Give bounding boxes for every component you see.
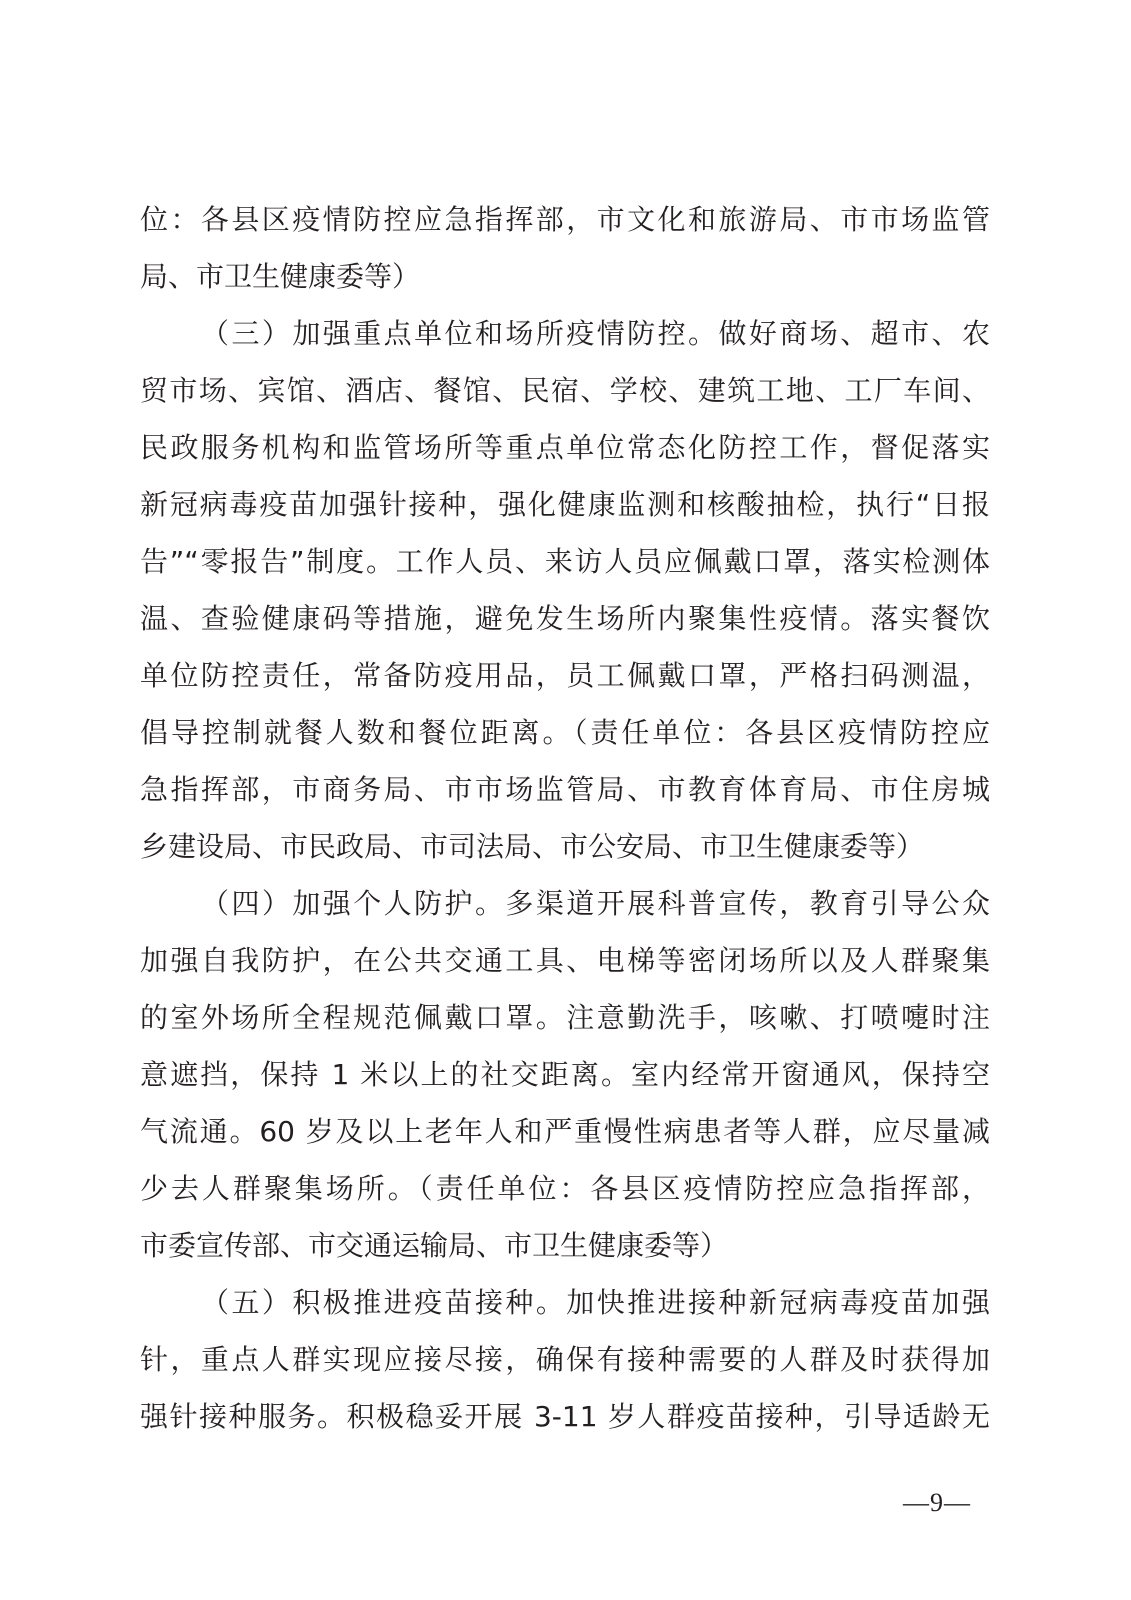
text-line: 温、查验健康码等措施，避免发生场所内聚集性疫情。落实餐饮 bbox=[140, 602, 990, 635]
text-line: 气流通。60 岁及以上老年人和严重慢性病患者等人群，应尽量减 bbox=[140, 1115, 990, 1148]
document-body bbox=[140, 191, 990, 1445]
text-line: 少去人群聚集场所。（责任单位：各县区疫情防控应急指挥部， bbox=[140, 1172, 990, 1205]
text-line: 意遮挡，保持 1 米以上的社交距离。室内经常开窗通风，保持空 bbox=[140, 1058, 990, 1091]
text-line: 位：各县区疫情防控应急指挥部，市文化和旅游局、市市场监管 bbox=[140, 203, 990, 236]
section-5-heading-line: （五）积极推进疫苗接种。加快推进接种新冠病毒疫苗加强 bbox=[201, 1286, 990, 1319]
text-line: 贸市场、宾馆、酒店、餐馆、民宿、学校、建筑工地、工厂车间、 bbox=[140, 374, 990, 407]
section-3-heading-line: （三）加强重点单位和场所疫情防控。做好商场、超市、农 bbox=[201, 317, 990, 350]
section-4-heading-line: （四）加强个人防护。多渠道开展科普宣传，教育引导公众 bbox=[201, 887, 990, 920]
text-line: 单位防控责任，常备防疫用品，员工佩戴口罩，严格扫码测温， bbox=[140, 659, 990, 692]
text-line: 倡导控制就餐人数和餐位距离。（责任单位：各县区疫情防控应 bbox=[140, 716, 990, 749]
text-line: 新冠病毒疫苗加强针接种，强化健康监测和核酸抽检，执行“日报 bbox=[140, 488, 990, 521]
text-line: 强针接种服务。积极稳妥开展 3-11 岁人群疫苗接种，引导适龄无 bbox=[140, 1400, 990, 1433]
text-line: 市委宣传部、市交通运输局、市卫生健康委等） bbox=[140, 1229, 729, 1262]
text-line: 加强自我防护，在公共交通工具、电梯等密闭场所以及人群聚集 bbox=[140, 944, 990, 977]
text-line: 乡建设局、市民政局、市司法局、市公安局、市卫生健康委等） bbox=[140, 830, 925, 863]
text-line: 局、市卫生健康委等） bbox=[140, 260, 421, 293]
text-line: 的室外场所全程规范佩戴口罩。注意勤洗手，咳嗽、打喷嚏时注 bbox=[140, 1001, 990, 1034]
page-number: —9— bbox=[903, 1488, 971, 1517]
text-line: 民政服务机构和监管场所等重点单位常态化防控工作，督促落实 bbox=[140, 431, 990, 464]
text-line: 告”“零报告”制度。工作人员、来访人员应佩戴口罩，落实检测体 bbox=[140, 545, 990, 578]
text-line: 急指挥部，市商务局、市市场监管局、市教育体育局、市住房城 bbox=[140, 773, 990, 806]
text-line: 针，重点人群实现应接尽接，确保有接种需要的人群及时获得加 bbox=[140, 1343, 990, 1376]
